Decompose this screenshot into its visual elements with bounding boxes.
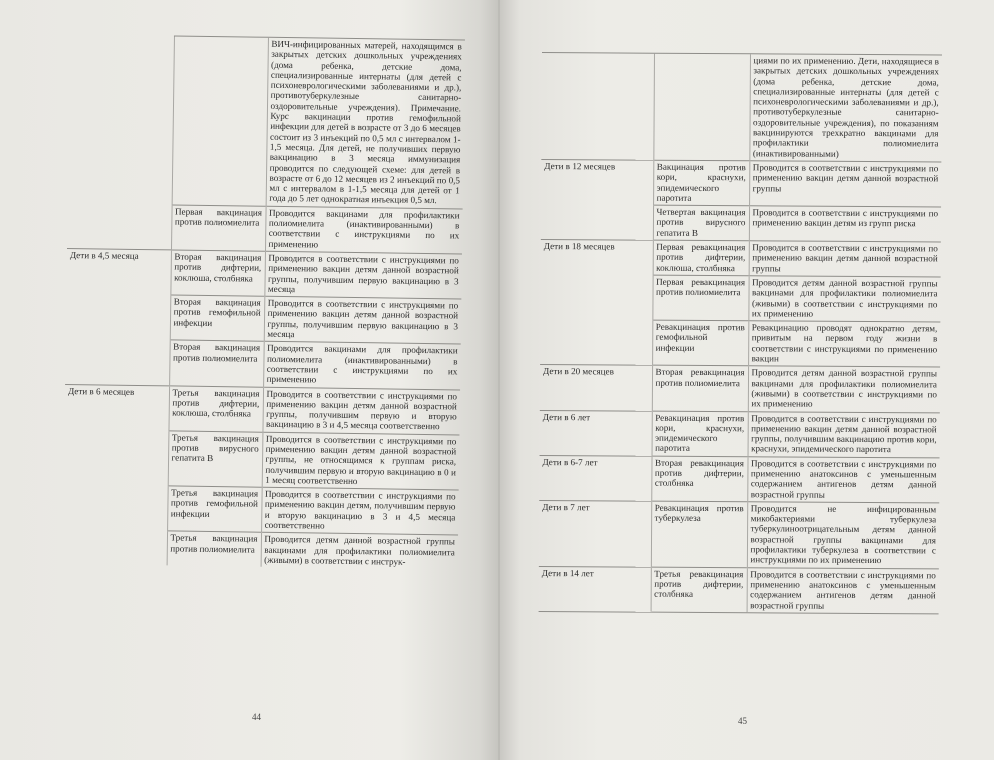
age-cell bbox=[65, 339, 170, 386]
age-cell: Дети в 20 месяцев bbox=[540, 365, 652, 411]
page-number: 45 bbox=[738, 716, 747, 726]
table-row bbox=[541, 205, 941, 242]
table-row bbox=[66, 248, 462, 299]
age-cell bbox=[540, 274, 652, 320]
vaccination-cell: Ревакцинация против туберкулеза bbox=[651, 501, 747, 567]
age-cell bbox=[64, 429, 169, 486]
table-row bbox=[541, 52, 942, 161]
vaccination-cell: Вакцинация против кори, краснухи, эпидемического паротита bbox=[653, 160, 749, 206]
table-row bbox=[65, 339, 461, 390]
vaccination-cell: Первая вакцинация против полиомиелита bbox=[171, 205, 266, 251]
procedure-cell: Проводится вакцинами для профилактики полиомиелита (инактивированными) в соответствии с инструкциями по их применению bbox=[263, 342, 461, 390]
vaccination-cell: Третья вакцинация против гемофильной инфекции bbox=[167, 486, 262, 532]
procedure-cell: Проводится вакцинами для профилактики полиомиелита (инактивированными) в соответствии с инструкциями по их применению bbox=[265, 206, 463, 254]
procedure-cell: Проводится детям данной возрастной группы вакцинами для профилактики полиомиелита (живыми) в соответствии с инструк- bbox=[261, 533, 458, 570]
age-cell: Дети в 7 лет bbox=[539, 500, 651, 566]
age-cell bbox=[63, 530, 167, 566]
right-page bbox=[500, 0, 994, 760]
age-cell: Дети в 12 месяцев bbox=[541, 159, 653, 205]
table-row bbox=[63, 530, 458, 570]
procedure-cell: Проводится не инфицированным микобактериями туберкулеза туберкулиноотрицательным детям данной возрастной группы вакцинами для профилактики туберкулеза в соответствии с инструкциями по их применению bbox=[747, 502, 939, 569]
age-cell: Дети в 4,5 месяца bbox=[66, 248, 171, 295]
table-row bbox=[68, 34, 465, 208]
vaccination-cell: Вторая вакцинация против гемофильной инфекции bbox=[170, 295, 265, 341]
procedure-cell: ВИЧ-инфицированных матерей, находящимся в закрытых детских дошкольных учреждениях (дома ребенка, детские дома, специализированные интернаты (для детей с психоневрологическими заболеваниями и др.), противотуберкулезные санитарно-оздоровительные учреждения). Примечание. Курс вакцинации против гемофильной инфекции для детей в возрасте от 3 до 6 месяцев состоит из 3 инъекций по 0,5 мл с интервалом 1-1,5 месяца. Для детей, не получивших первую вакцинацию в 3 месяца иммунизация проводится по следующей схеме: для детей в возрасте от 6 до 12 месяцев из 2 инъекций по 0,5 мл с интервалом в 1-1,5 месяца для детей от 1 года до 5 лет однократная инъекция 0,5 мл. bbox=[266, 37, 465, 208]
procedure-cell: Проводится в соответствии с инструкциями по применению вакцин детям данной возрастной группы, не относящимся к группам риска, получившим первую и вторую вакцинацию в 0 и 1 месяц соответственно bbox=[262, 432, 460, 490]
age-cell bbox=[63, 485, 168, 532]
age-cell bbox=[68, 34, 174, 204]
age-cell bbox=[66, 294, 171, 341]
table-row bbox=[64, 384, 460, 435]
procedure-cell: Проводится в соответствии с инструкциями по применению вакцин детям данной возрастной группы, получившим первую вакцинацию в 3 месяца bbox=[264, 296, 462, 344]
vaccination-cell bbox=[653, 53, 750, 161]
table-row bbox=[540, 274, 940, 322]
right-schedule-table bbox=[539, 52, 942, 614]
age-cell: Дети в 18 месяцев bbox=[541, 240, 653, 276]
table-row bbox=[540, 320, 940, 368]
table-row bbox=[539, 500, 939, 568]
vaccination-cell: Ревакцинация против кори, краснухи, эпидемического паротита bbox=[652, 411, 748, 457]
vaccination-cell: Третья вакцинация против полиомиелита bbox=[167, 531, 261, 567]
age-cell bbox=[67, 203, 172, 250]
table-row bbox=[64, 429, 460, 490]
age-cell: Дети в 6 лет bbox=[540, 410, 652, 456]
age-cell bbox=[541, 205, 653, 241]
procedure-cell: Проводится в соответствии с инструкциями по применению вакцин детям из групп риска bbox=[749, 206, 941, 242]
vaccination-cell: Вторая вакцинация против полиомиелита bbox=[169, 340, 264, 386]
vaccination-cell bbox=[172, 36, 268, 206]
vaccination-cell: Первая ревакцинация против дифтерии, коклюша, столбняка bbox=[653, 240, 749, 275]
procedure-cell: Проводится в соответствии с инструкциями по применению вакцин детям, получившим первую и вторую вакцинацию в 3 и 4,5 месяца соответственно bbox=[261, 487, 459, 535]
age-cell bbox=[541, 52, 654, 160]
vaccination-cell: Четвертая вакцинация против вирусного гепатита B bbox=[653, 205, 749, 240]
page-number: 44 bbox=[252, 712, 261, 722]
table-row bbox=[541, 240, 941, 277]
table-row bbox=[67, 203, 463, 254]
procedure-cell: циями по их применению. Дети, находящиеся в закрытых детских дошкольных учреждениях (дома ребенка, детские дома, специализированные интернаты (для детей с психоневрологическими заболеваниями и др.), противотуберкулезные санитарно-оздоровительные учреждения), по показаниям вакцинируются трехкратно вакцинами для профилактики полиомиелита (инактивированными) bbox=[749, 54, 942, 162]
procedure-cell: Проводится в соответствии с инструкциями по применению вакцин детям данной возрастной группы, получившим первую и вторую вакцинацию в 3 и 4,5 месяца соответственно bbox=[262, 387, 460, 435]
right-schedule-table-wrapper bbox=[539, 52, 942, 614]
vaccination-cell: Вторая ревакцинация против полиомиелита bbox=[652, 365, 748, 411]
procedure-cell: Проводится в соответствии с инструкциями по применению вакцин детям данной возрастной группы, получившим первую вакцинацию в 3 месяца bbox=[264, 251, 462, 299]
age-cell: Дети в 6 месяцев bbox=[64, 384, 169, 431]
vaccination-cell: Вторая вакцинация против дифтерии, коклюша, столбняка bbox=[170, 250, 265, 296]
vaccination-cell: Первая ревакцинация против полиомиелита bbox=[652, 275, 748, 321]
vaccination-cell: Третья вакцинация против вирусного гепатита B bbox=[168, 431, 263, 488]
procedure-cell: Проводится в соответствии с инструкциями по применению вакцин детям данной возрастной группы bbox=[749, 241, 941, 277]
age-cell: Дети в 14 лет bbox=[539, 566, 651, 612]
procedure-cell: Проводится в соответствии с инструкциями по применению анатоксинов с уменьшенным содержанием антигенов детям данной возрастной группы bbox=[747, 456, 939, 502]
procedure-cell: Ревакцинацию проводят однократно детям, привитым на первом году жизни в соответствии с инструкциями по применению вакцин bbox=[748, 321, 940, 367]
procedure-cell: Проводится в соответствии с инструкциями по применению вакцин детям данной возрастной группы bbox=[749, 161, 941, 207]
left-schedule-table bbox=[63, 34, 465, 570]
vaccination-cell: Ревакцинация против гемофильной инфекции bbox=[652, 320, 748, 366]
table-row bbox=[66, 294, 462, 345]
table-row bbox=[540, 365, 940, 413]
procedure-cell: Проводится в соответствии с инструкциями по применению вакцин детям данной возрастной группы, получившим вакцинацию против кори, краснухи, эпидемического паротита bbox=[748, 411, 940, 457]
procedure-cell: Проводится детям данной возрастной группы вакцинами для профилактики полиомиелита (живыми) в соответствии с инструкциями по их применению bbox=[748, 276, 940, 322]
vaccination-cell: Вторая ревакцинация против дифтерии, столбняка bbox=[651, 456, 747, 502]
left-schedule-table-wrapper bbox=[63, 34, 465, 570]
table-row bbox=[541, 159, 941, 207]
vaccination-cell: Третья ревакцинация против дифтерии, столбняка bbox=[651, 567, 747, 613]
table-row bbox=[539, 566, 939, 614]
age-cell bbox=[540, 320, 652, 366]
table-row bbox=[539, 455, 939, 503]
procedure-cell: Проводится детям данной возрастной группы вакцинами для профилактики полиомиелита (живыми) в соответствии с инструкциями по их применению bbox=[748, 366, 940, 412]
procedure-cell: Проводится в соответствии с инструкциями по применению анатоксинов с уменьшенным содержанием антигенов детям данной возрастной группы bbox=[747, 567, 939, 613]
table-row bbox=[63, 485, 459, 536]
vaccination-cell: Третья вакцинация против дифтерии, коклюша, столбняка bbox=[168, 385, 263, 431]
age-cell: Дети в 6-7 лет bbox=[539, 455, 651, 501]
table-row bbox=[540, 410, 940, 458]
